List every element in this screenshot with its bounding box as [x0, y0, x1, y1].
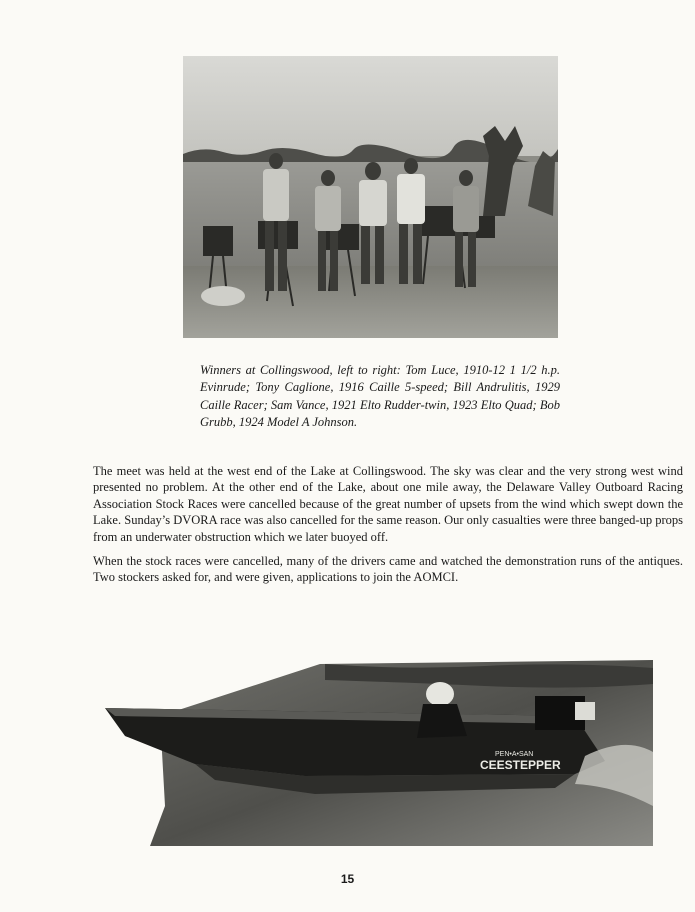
page-number: 15 [340, 872, 355, 886]
photo-caption: Winners at Collingswood, left to right: Tom Luce, 1910-12 1 1/2 h.p. Evinrude; Tony Caglione, 1916 Caille 5-speed; Bill Andrulitis, 1929 Caille Racer; Sam Vance, 1921 Elto Rudder-twin, 1923 Elto Quad; Bob Grubb, 1924 Model A Johnson. [200, 362, 560, 430]
paragraph-meet: The meet was held at the west end of the Lake at Collingswood. The sky was clear and the very strong west wind presented no problem. At the other end of the Lake, about one mile away, the Delaware Valley Outboard Racing Association Stock Races were cancelled because of the great number of upsets from the wind which swept down the Lake. Sunday’s DVORA race was also cancelled for the same reason. Our only casualties were three banged-up props from an underwater obstruction which we later buoyed off. [93, 464, 683, 544]
winners-photo [183, 56, 558, 338]
paragraph-stock-races: When the stock races were cancelled, many of the drivers came and watched the demonstration runs of the antiques. Two stockers asked for, and were given, applications to join the AOMCI. [93, 554, 683, 585]
boat-photo [105, 656, 653, 846]
boat-hull-name: CEESTEPPER [480, 758, 561, 772]
article-body [93, 463, 683, 594]
boat-hull-small-lettering: PEN•A•SAN [495, 751, 534, 758]
